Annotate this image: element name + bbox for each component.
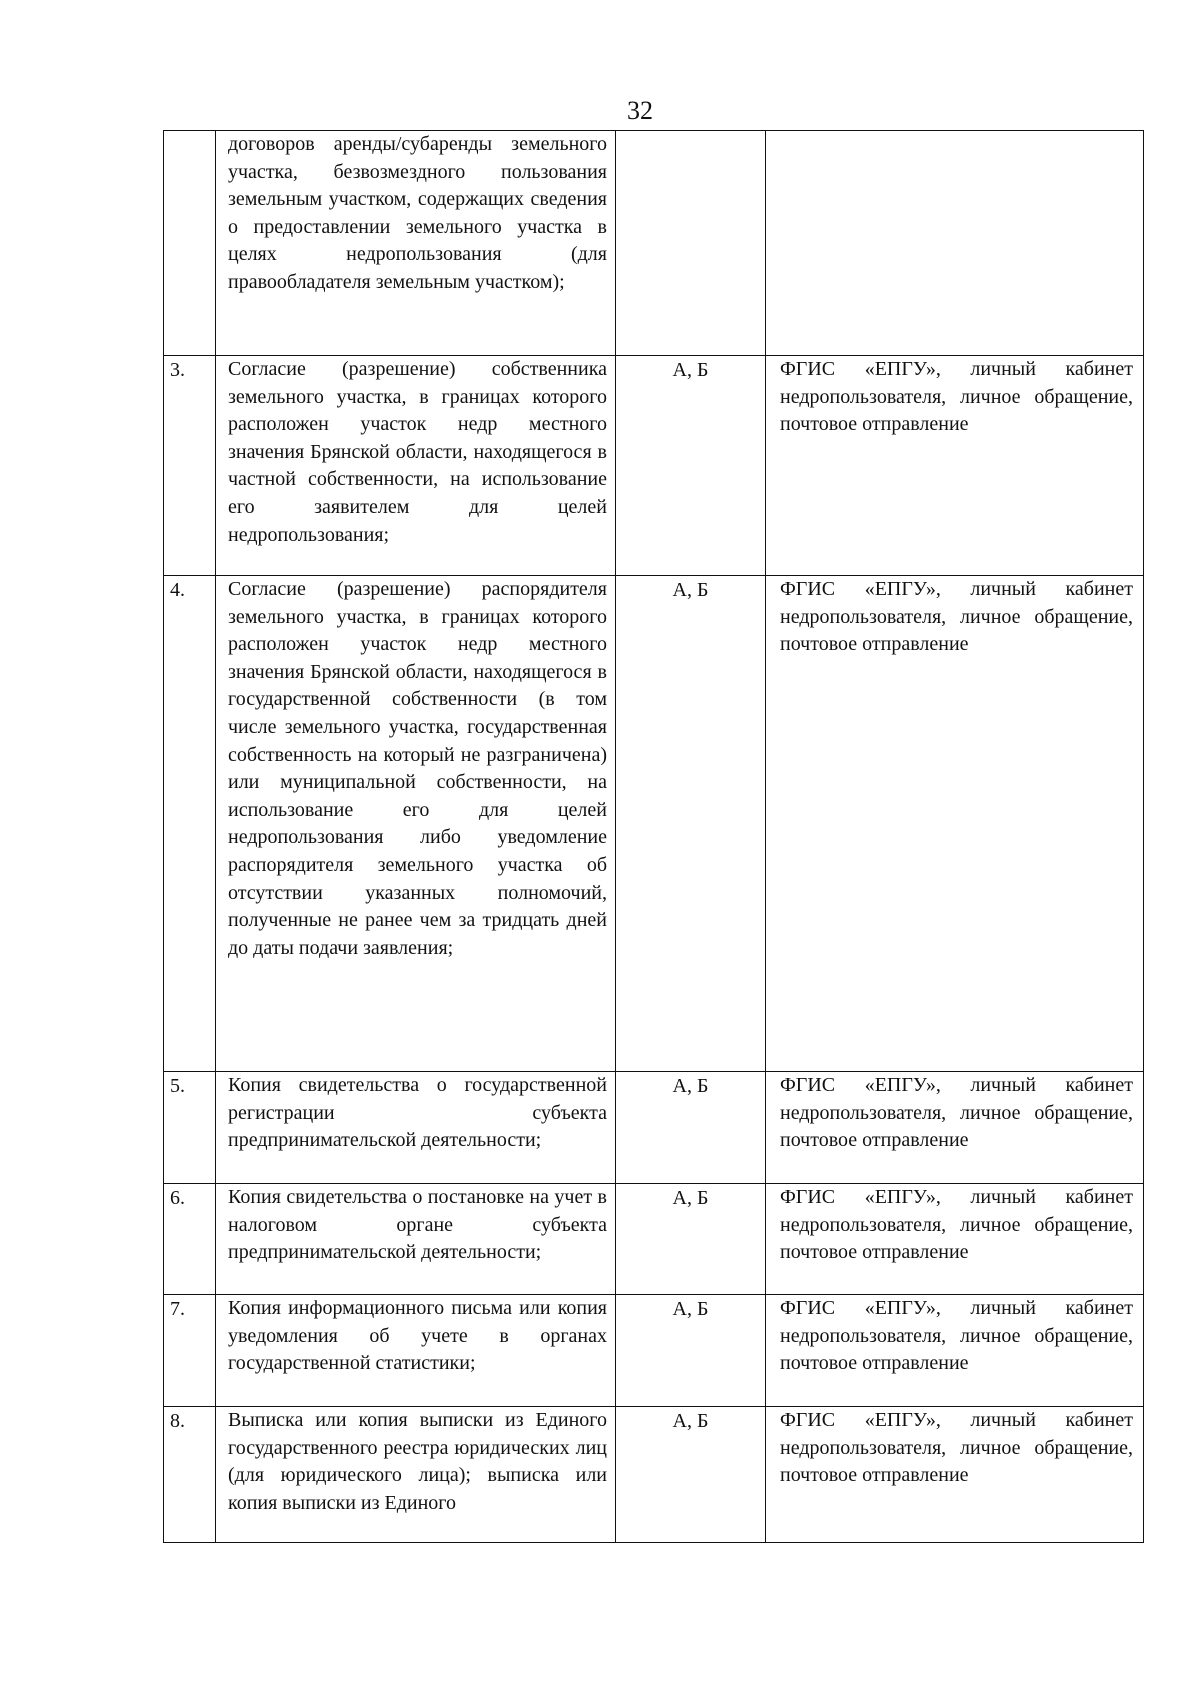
document-name: Согласие (разрешение) распорядителя земельного участка, в границах которого расположен участок недр местного значения Брянской области, находящегося в государственной собственности (в том числе земельного участка, государственная собственность на который не разграничена) или муниципальной собственности, на использование его для целей недропользования либо уведомление распорядителя земельного участка об отсутствии указанных полномочий, полученные не ранее чем за тридцать дней до даты подачи заявления; [216,576,616,1072]
document-name: Выписка или копия выписки из Единого государственного реестра юридических лиц (для юридического лица); выписка или копия выписки из Единого [216,1407,616,1543]
table-row [164,1295,1144,1407]
row-number [164,131,216,356]
table-row [164,356,1144,576]
document-name: договоров аренды/субаренды земельного участка, безвозмездного пользования земельным участком, содержащих сведения о предоставлении земельного участка в целях недропользования (для правообладателя земельным участком); [216,131,616,356]
document-name: Копия свидетельства о постановке на учет в налоговом органе субъекта предпринимательской деятельности; [216,1184,616,1295]
submission-methods [766,131,1144,356]
document-name: Копия информационного письма или копия уведомления об учете в органах государственной статистики; [216,1295,616,1407]
applicant-category-text: А, Б [672,1410,709,1432]
document-name: Согласие (разрешение) собственника земельного участка, в границах которого расположен участок недр местного значения Брянской области, находящегося в частной собственности, на использование его заявителем для целей недропользования; [216,356,616,576]
documents-table [163,130,1144,1543]
table-row [164,576,1144,1072]
applicant-category-text: А, Б [672,1298,709,1320]
submission-methods: ФГИС «ЕПГУ», личный кабинет недропользователя, личное обращение, почтовое отправление [766,1295,1144,1407]
applicant-category-text: А, Б [672,1075,709,1097]
applicant-category-text: А, Б [672,579,709,601]
applicant-category [616,1407,766,1543]
applicant-category [616,356,766,576]
page-number: 32 [627,96,653,125]
row-number: 5. [164,1072,216,1184]
applicant-category [616,1072,766,1184]
table-row [164,1072,1144,1184]
applicant-category-text: А, Б [672,1187,709,1209]
table-row [164,1184,1144,1295]
applicant-category [616,1295,766,1407]
submission-methods: ФГИС «ЕПГУ», личный кабинет недропользователя, личное обращение, почтовое отправление [766,576,1144,1072]
applicant-category [616,1184,766,1295]
submission-methods: ФГИС «ЕПГУ», личный кабинет недропользователя, личное обращение, почтовое отправление [766,1072,1144,1184]
row-number: 4. [164,576,216,1072]
table-row [164,1407,1144,1543]
row-number: 3. [164,356,216,576]
applicant-category-text: А, Б [672,359,709,381]
applicant-category [616,131,766,356]
submission-methods: ФГИС «ЕПГУ», личный кабинет недропользователя, личное обращение, почтовое отправление [766,1184,1144,1295]
applicant-category [616,576,766,1072]
document-name: Копия свидетельства о государственной регистрации субъекта предпринимательской деятельности; [216,1072,616,1184]
row-number: 7. [164,1295,216,1407]
row-number: 6. [164,1184,216,1295]
submission-methods: ФГИС «ЕПГУ», личный кабинет недропользователя, личное обращение, почтовое отправление [766,356,1144,576]
table-row [164,131,1144,356]
row-number: 8. [164,1407,216,1543]
submission-methods: ФГИС «ЕПГУ», личный кабинет недропользователя, личное обращение, почтовое отправление [766,1407,1144,1543]
